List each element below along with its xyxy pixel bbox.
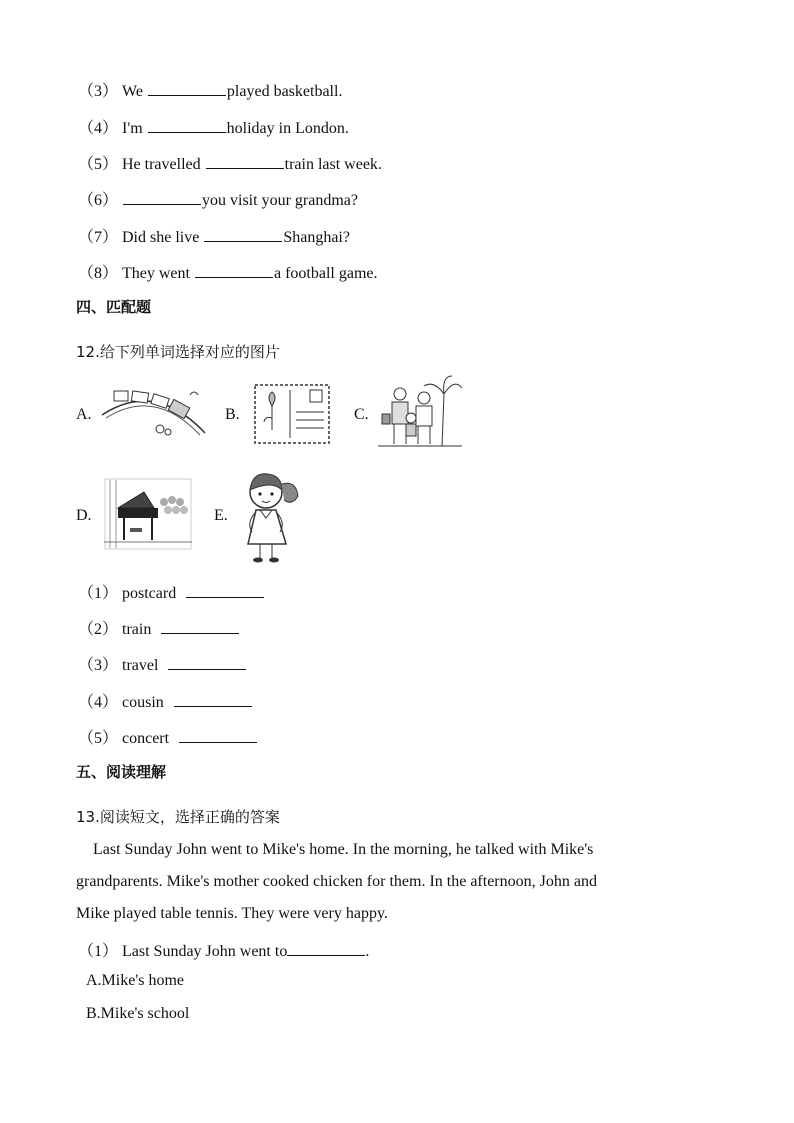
answer-blank[interactable] [174, 692, 252, 707]
fill-item: （5） He travelled train last week. [78, 156, 382, 173]
answer-blank[interactable] [287, 941, 365, 956]
cousin-girl-picture [236, 466, 308, 566]
answer-blank[interactable] [204, 227, 282, 242]
answer-blank[interactable] [206, 154, 284, 169]
answer-blank[interactable] [195, 263, 273, 278]
match-item: （4） cousin [78, 689, 253, 712]
fill-item: （4） I'm holiday in London. [78, 120, 349, 137]
match-item: （1） postcard [78, 580, 265, 603]
option-a[interactable]: A.Mike's home [86, 972, 184, 989]
option-b[interactable]: B.Mike's school [86, 1005, 190, 1022]
match-item: （5） concert [78, 725, 258, 748]
section-title: 四、匹配题 [76, 298, 152, 316]
passage-line: Last Sunday John went to Mike's home. In the morning, he talked with Mike's [93, 841, 594, 858]
concert-picture [104, 478, 192, 550]
answer-blank[interactable] [123, 190, 201, 205]
option-label-e: E. [214, 507, 228, 524]
option-label-d: D. [76, 507, 92, 524]
question-title: 13.阅读短文，选择正确的答案 [76, 808, 280, 826]
passage-line: grandparents. Mike's mother cooked chicken for them. In the afternoon, John and [76, 873, 597, 890]
fill-item: （8） They went a football game. [78, 265, 378, 282]
option-label-a: A. [76, 406, 92, 423]
reading-question: （1） Last Sunday John went to . [78, 943, 370, 960]
fill-item: （6） you visit your grandma? [78, 192, 358, 209]
train-picture [100, 385, 210, 440]
postcard-picture [254, 384, 330, 444]
question-title: 12.给下列单词选择对应的图片 [76, 343, 280, 361]
answer-blank[interactable] [161, 619, 239, 634]
option-label-c: C. [354, 406, 369, 423]
match-item: （3） travel [78, 652, 247, 675]
answer-blank[interactable] [148, 118, 226, 133]
match-item: （2） train [78, 616, 240, 639]
fill-item: （3） We played basketball. [78, 83, 343, 100]
answer-blank[interactable] [179, 728, 257, 743]
answer-blank[interactable] [168, 655, 246, 670]
answer-blank[interactable] [186, 583, 264, 598]
travel-picture [378, 374, 462, 450]
option-label-b: B. [225, 406, 240, 423]
reading-passage [76, 834, 716, 930]
section-title: 五、阅读理解 [76, 763, 167, 781]
answer-blank[interactable] [148, 81, 226, 96]
fill-item: （7） Did she live Shanghai? [78, 229, 350, 246]
passage-line: Mike played table tennis. They were very happy. [76, 905, 388, 922]
